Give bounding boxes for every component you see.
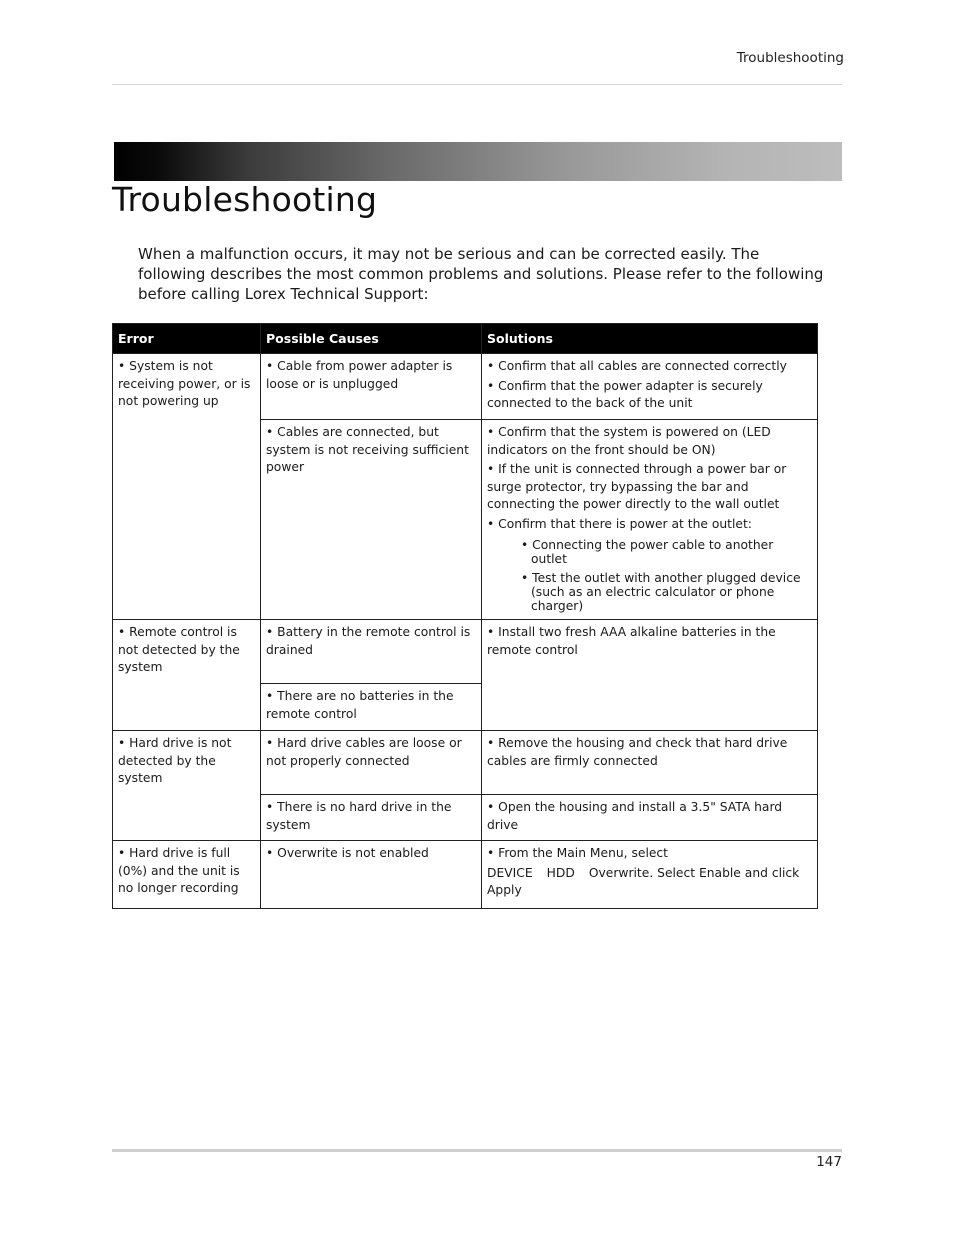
menu-step-hdd: HDD (546, 865, 575, 880)
cause-text: • Battery in the remote control is drained (266, 625, 471, 657)
cause-cell (261, 620, 482, 684)
error-text: • Hard drive is full (0%) and the unit is no longer recording (118, 846, 240, 895)
solution-subitem: • Test the outlet with another plugged device (such as an electric calculator or phone charger) (521, 571, 801, 613)
cause-text: • Cable from power adapter is loose or is unplugged (266, 359, 453, 391)
running-header: Troubleshooting (736, 50, 844, 66)
header-solutions: Solutions (482, 324, 818, 354)
cause-cell (261, 841, 482, 909)
error-cell (113, 620, 261, 731)
cause-text: • There are no batteries in the remote control (266, 689, 454, 721)
error-text: • System is not receiving power, or is not powering up (118, 359, 251, 408)
solution-cell (482, 731, 818, 795)
intro-paragraph: When a malfunction occurs, it may not be serious and can be corrected easily. The following describes the most common problems and solutions. Please refer to the following before calling Lorex Technical Support: (138, 245, 824, 303)
solution-cell (482, 841, 818, 909)
page-title: Troubleshooting (112, 180, 378, 219)
page-number: 147 (816, 1154, 842, 1170)
solution-text: • Confirm that the system is powered on (LED indicators on the front should be ON) (487, 425, 771, 457)
solution-text: • Install two fresh AAA alkaline batteries in the remote control (487, 625, 776, 657)
cause-text: • Hard drive cables are loose or not properly connected (266, 736, 462, 768)
error-text: • Remote control is not detected by the system (118, 625, 240, 674)
cause-text: • Overwrite is not enabled (266, 846, 429, 860)
table-row (113, 731, 818, 795)
table-row (113, 841, 818, 909)
solution-text: • Confirm that all cables are connected correctly (487, 359, 787, 373)
cause-cell (261, 731, 482, 795)
solution-cell (482, 354, 818, 420)
header-error: Error (113, 324, 261, 354)
menu-path-text (487, 865, 812, 900)
solution-subitem: • Connecting the power cable to another outlet (521, 538, 774, 566)
solution-cell (482, 420, 818, 620)
solution-cell (482, 795, 818, 841)
error-cell (113, 841, 261, 909)
cause-cell (261, 420, 482, 620)
solution-text: • Confirm that the power adapter is securely connected to the back of the unit (487, 378, 763, 410)
table-header-row (113, 324, 818, 354)
cause-cell (261, 684, 482, 731)
header-rule (112, 84, 842, 85)
solution-text: • Remove the housing and check that hard drive cables are firmly connected (487, 736, 788, 768)
solution-text: • Open the housing and install a 3.5" SATA hard drive (487, 800, 783, 832)
header-possible-causes: Possible Causes (261, 324, 482, 354)
menu-step-device: DEVICE (487, 865, 533, 880)
cause-cell (261, 354, 482, 420)
solution-cell (482, 620, 818, 731)
cause-cell (261, 795, 482, 841)
error-cell (113, 354, 261, 620)
cause-text: • Cables are connected, but system is not receiving sufficient power (266, 425, 469, 474)
solution-text: • Confirm that there is power at the outlet: (487, 516, 752, 531)
error-text: • Hard drive is not detected by the system (118, 736, 232, 785)
cause-text: • There is no hard drive in the system (266, 800, 452, 832)
menu-step-overwrite: Overwrite. Select Enable and click Apply (487, 865, 800, 897)
section-gradient-bar (114, 142, 842, 181)
troubleshooting-table (112, 323, 818, 909)
error-cell (113, 731, 261, 841)
table-row (113, 354, 818, 420)
table-row (113, 620, 818, 684)
solution-text: • If the unit is connected through a power bar or surge protector, try bypassing the bar and connecting the power directly to the wall outlet (487, 462, 787, 511)
solution-text: • From the Main Menu, select (487, 846, 669, 860)
footer-rule (112, 1149, 842, 1152)
